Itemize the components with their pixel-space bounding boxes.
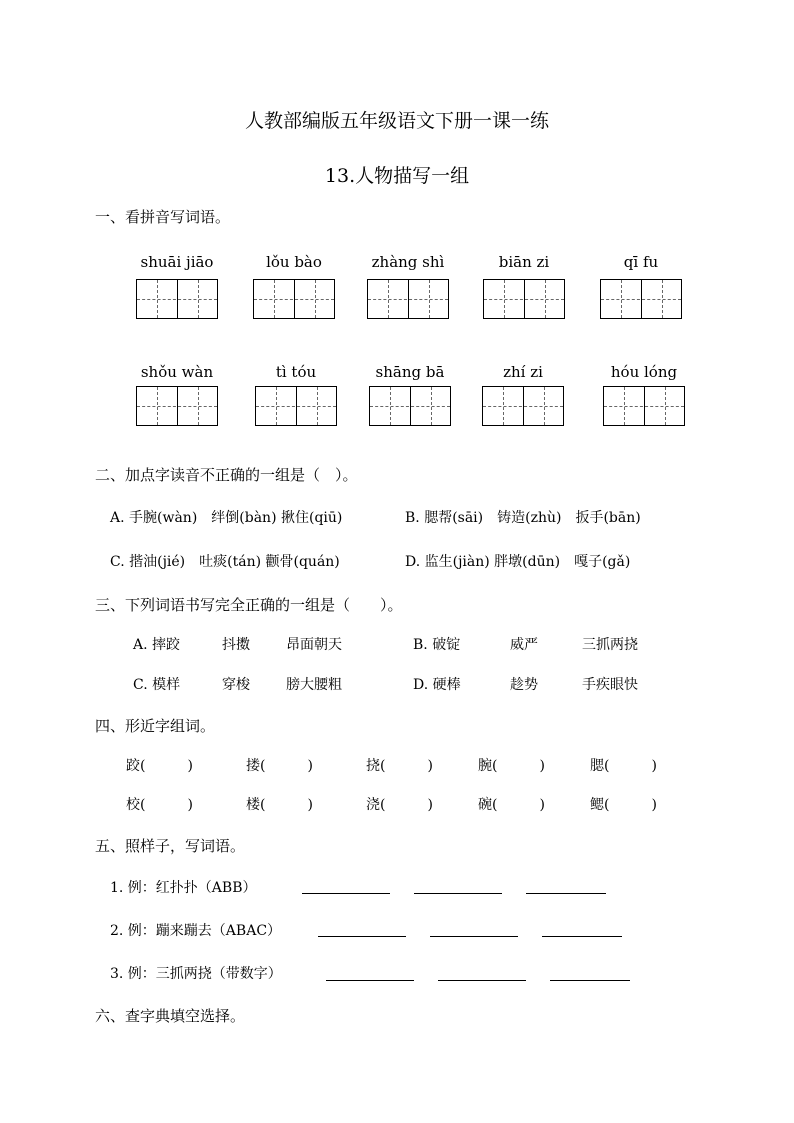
option-2b: B. 腮帮(sāi) 铸造(zhù) 扳手(bān) — [405, 510, 641, 526]
pinyin-label: shāng bā — [375, 363, 445, 381]
box-guide-line — [483, 406, 563, 407]
word-group-2-3: 浇( ) — [366, 797, 433, 813]
box-guide-line — [662, 280, 663, 318]
box-guide-line — [504, 280, 505, 318]
section1-heading: 一、看拼音写词语。 — [95, 208, 231, 226]
word-group-1-1: 跤( ) — [126, 758, 193, 774]
answer-line-1-3[interactable] — [526, 893, 606, 894]
box-guide-line — [157, 280, 158, 318]
word-group-2-2: 楼( ) — [246, 797, 313, 813]
answer-line-3-1[interactable] — [326, 980, 414, 981]
example-1: 1. 例：红扑扑（ABB） — [110, 880, 257, 896]
box-guide-line — [137, 299, 217, 300]
word-group-2-4: 碗( ) — [478, 797, 545, 813]
writing-box[interactable] — [369, 386, 451, 426]
box-guide-line — [368, 299, 448, 300]
answer-line-2-2[interactable] — [430, 936, 518, 937]
writing-box[interactable] — [482, 386, 564, 426]
word-group-2-1: 校( ) — [126, 797, 193, 813]
writing-box[interactable] — [136, 279, 218, 319]
section3-heading: 三、下列词语书写完全正确的一组是（ ）。 — [95, 596, 403, 614]
box-guide-line — [624, 387, 625, 425]
box-guide-line — [601, 299, 681, 300]
pinyin-label: shǒu wàn — [140, 363, 214, 381]
word-group-1-3: 挠( ) — [366, 758, 433, 774]
page-subtitle: 13.人物描写一组 — [324, 165, 470, 187]
section2-heading: 二、加点字读音不正确的一组是（ ）。 — [95, 466, 358, 484]
option-3d-1: D. 硬棒 — [413, 677, 461, 693]
box-guide-line — [317, 387, 318, 425]
answer-line-2-3[interactable] — [542, 936, 622, 937]
option-3c-1: C. 模样 — [133, 677, 181, 693]
option-3c-2: 穿梭 — [222, 677, 250, 693]
box-guide-line — [545, 280, 546, 318]
pinyin-label: hóu lóng — [610, 363, 678, 381]
writing-box[interactable] — [483, 279, 565, 319]
pinyin-label: biān zi — [498, 253, 550, 271]
box-guide-line — [621, 280, 622, 318]
box-guide-line — [276, 387, 277, 425]
writing-box[interactable] — [136, 386, 218, 426]
option-3a-1: A. 摔跤 — [133, 637, 181, 653]
pinyin-label: lǒu bào — [266, 253, 322, 271]
writing-box[interactable] — [255, 386, 337, 426]
box-guide-line — [370, 406, 450, 407]
option-3b-1: B. 破锭 — [413, 637, 461, 653]
option-2a: A. 手腕(wàn) 绊倒(bàn) 揪住(qiū) — [110, 510, 343, 526]
answer-line-2-1[interactable] — [318, 936, 406, 937]
answer-line-1-2[interactable] — [414, 893, 502, 894]
box-guide-line — [198, 280, 199, 318]
word-group-1-2: 搂( ) — [246, 758, 313, 774]
box-guide-line — [254, 299, 334, 300]
option-3c-3: 膀大腰粗 — [286, 677, 342, 693]
box-guide-line — [484, 299, 564, 300]
answer-line-1-1[interactable] — [302, 893, 390, 894]
pinyin-label: qī fu — [623, 253, 659, 271]
box-guide-line — [256, 406, 336, 407]
writing-box[interactable] — [600, 279, 682, 319]
option-2d: D. 监生(jiàn) 胖墩(dūn) 嘎子(gǎ) — [405, 554, 631, 570]
writing-box[interactable] — [367, 279, 449, 319]
page-title: 人教部编版五年级语文下册一课一练 — [244, 110, 549, 132]
option-3d-3: 手疾眼快 — [582, 677, 638, 693]
answer-line-3-3[interactable] — [550, 980, 630, 981]
word-group-2-5: 鳃( ) — [590, 797, 657, 813]
word-group-1-5: 腮( ) — [590, 758, 657, 774]
box-guide-line — [429, 280, 430, 318]
example-2: 2. 例：蹦来蹦去（ABAC） — [110, 923, 282, 939]
option-3b-3: 三抓两挠 — [582, 637, 638, 653]
box-guide-line — [137, 406, 217, 407]
pinyin-label: zhàng shì — [371, 253, 445, 271]
box-guide-line — [315, 280, 316, 318]
section4-heading: 四、形近字组词。 — [95, 717, 216, 735]
box-guide-line — [604, 406, 684, 407]
word-group-1-4: 腕( ) — [478, 758, 545, 774]
box-guide-line — [157, 387, 158, 425]
box-guide-line — [388, 280, 389, 318]
box-guide-line — [503, 387, 504, 425]
pinyin-label: shuāi jiāo — [140, 253, 214, 271]
box-guide-line — [390, 387, 391, 425]
option-3b-2: 威严 — [510, 637, 538, 653]
option-3a-2: 抖擞 — [222, 637, 250, 653]
option-3d-2: 趁势 — [510, 677, 538, 693]
box-guide-line — [198, 387, 199, 425]
pinyin-label: tì tóu — [275, 363, 317, 381]
example-3: 3. 例：三抓两挠（带数字） — [110, 966, 282, 982]
writing-box[interactable] — [603, 386, 685, 426]
answer-line-3-2[interactable] — [438, 980, 526, 981]
section5-heading: 五、照样子，写词语。 — [95, 837, 246, 855]
pinyin-label: zhí zi — [503, 363, 543, 381]
option-3a-3: 昂面朝天 — [286, 637, 342, 653]
box-guide-line — [274, 280, 275, 318]
box-guide-line — [665, 387, 666, 425]
writing-box[interactable] — [253, 279, 335, 319]
option-2c: C. 揩油(jié) 吐痰(tán) 颧骨(quán) — [110, 554, 340, 570]
section6-heading: 六、查字典填空选择。 — [95, 1007, 246, 1025]
box-guide-line — [544, 387, 545, 425]
box-guide-line — [431, 387, 432, 425]
